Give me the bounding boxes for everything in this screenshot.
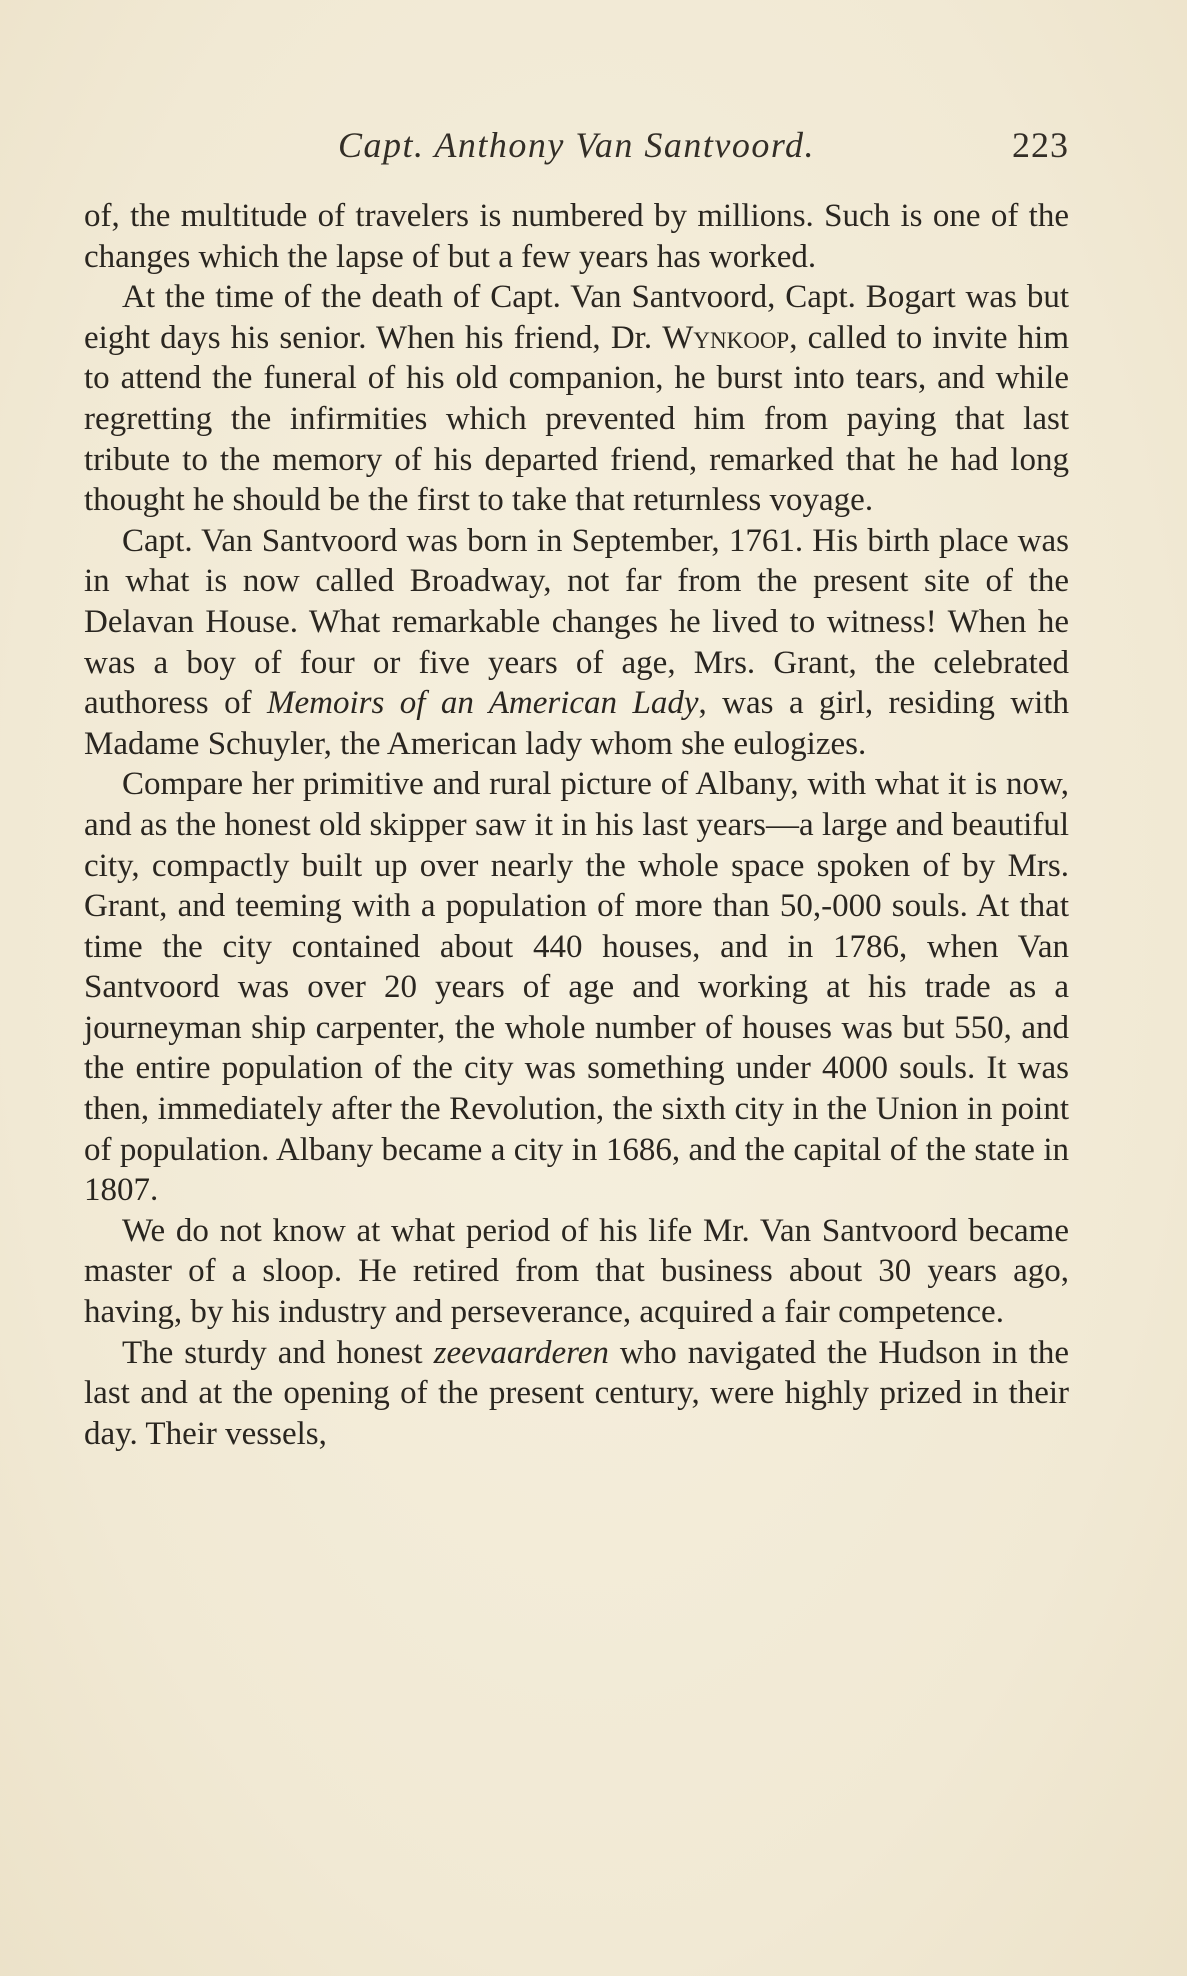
paragraph-2	[84, 277, 1069, 521]
book-title-memoirs: Memoirs of an American Lady	[267, 685, 699, 722]
paragraph-4: Compare her primitive and rural picture of Albany, with what it is now, and as the honest old skipper saw it in his last years—a large and beautiful city, compactly built up over nearly the whole space spoken of by Mrs. Grant, and teeming with a population of more than 50,-000 souls. At that time the city contained about 440 houses, and in 1786, when Van Santvoord was over 20 years of age and working at his trade as a journeyman ship carpenter, the whole number of houses was but 550, and the entire population of the city was something under 4000 souls. It was then, immediately after the Revolution, the sixth city in the Union in point of population. Albany became a city in 1686, and the capital of the state in 1807.	[84, 766, 1069, 1209]
paragraph-6-part-b: who navigated the Hudson in the last and at the opening of the present century, were highly prized in their day. Their vessels,	[84, 1334, 1069, 1452]
paragraph-2-part-a: At the time of the death of Capt. Van Santvoord, Capt. Bogart was but eight days his senior. When his friend, Dr.	[84, 279, 1069, 356]
paragraph-3	[84, 521, 1069, 765]
paragraph-3-part-a: Capt. Van Santvoord was born in September, 1761. His birth place was in what is now called Broadway, not far from the present site of the Delavan House. What remarkable changes he lived to witness! When he was a boy of four or five years of age, Mrs. Grant, the celebrated authoress of	[84, 522, 1069, 722]
running-title: Capt. Anthony Van Santvoord.	[338, 125, 815, 165]
paragraph-5: We do not know at what period of his life Mr. Van Santvoord became master of a sloop. He retired from that business about 30 years ago, having, by his industry and perseverance, acquired a fair competence.	[84, 1212, 1069, 1331]
paragraph-3-part-b: , was a girl, residing with Madame Schuyler, the American lady whom she eulogizes.	[84, 685, 1069, 762]
person-name-wynkoop: Wynkoop	[662, 319, 790, 356]
paragraph-2-part-b: , called to invite him to attend the funeral of his old companion, he burst into tears, and while regretting the infirmities which prevented him from paying that last tribute to the memory of his departed friend, remarked that he had long thought he should be the first to take that returnless voyage.	[84, 319, 1070, 519]
term-zeevaarderen: zeevaarderen	[433, 1334, 609, 1371]
body-text	[84, 196, 1069, 1454]
paragraph-6	[84, 1333, 1069, 1455]
paragraph-1: of, the multitude of travelers is numbered by millions. Such is one of the changes which the lapse of but a few years has worked.	[84, 198, 1069, 275]
paragraph-6-part-a: The sturdy and honest	[122, 1334, 434, 1371]
running-head	[84, 124, 1069, 172]
page-number: 223	[1012, 125, 1069, 165]
